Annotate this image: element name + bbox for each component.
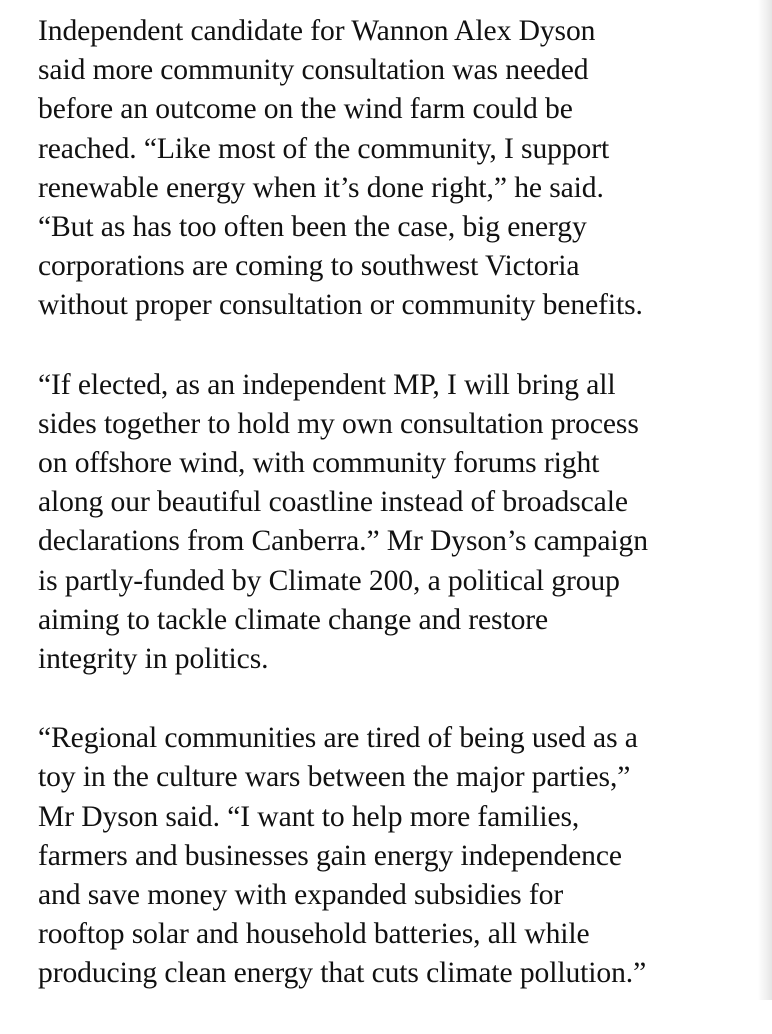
paragraph-1 xyxy=(38,12,760,326)
text-line: rooftop solar and household batteries, all while xyxy=(38,918,590,951)
text-line: farmers and businesses gain energy independence xyxy=(38,839,622,872)
text-line: said more community consultation was needed xyxy=(38,54,589,87)
paragraph-3 xyxy=(38,719,760,993)
text-line: toy in the culture wars between the major parties,” xyxy=(38,761,631,794)
text-line: aiming to tackle climate change and restore xyxy=(38,603,549,636)
article-body xyxy=(38,12,760,1034)
page-edge-shadow xyxy=(758,0,772,1000)
text-line: declarations from Canberra.” Mr Dyson’s campaign xyxy=(38,525,648,558)
text-line: “If elected, as an independent MP, I will bring all xyxy=(38,368,616,401)
text-line: reached. “Like most of the community, I support xyxy=(38,132,610,165)
text-line: before an outcome on the wind farm could be xyxy=(38,93,573,126)
paragraph-2 xyxy=(38,366,760,680)
text-line: Independent candidate for Wannon Alex Dyson xyxy=(38,15,596,47)
text-line: and save money with expanded subsidies for xyxy=(38,879,564,912)
text-line: sides together to hold my own consultation process xyxy=(38,407,639,440)
text-line: is partly-funded by Climate 200, a political group xyxy=(38,564,620,597)
text-line: corporations are coming to southwest Victoria xyxy=(38,250,580,283)
text-line: integrity in politics. xyxy=(38,643,269,676)
text-line: “Regional communities are tired of being used as a xyxy=(38,722,638,755)
text-line: producing clean energy that cuts climate pollution.” xyxy=(38,957,647,990)
text-line: Mr Dyson said. “I want to help more families, xyxy=(38,800,580,833)
text-line: “But as has too often been the case, big energy xyxy=(38,211,587,244)
text-line: along our beautiful coastline instead of broadscale xyxy=(38,486,628,519)
text-line: without proper consultation or community benefits. xyxy=(38,289,643,322)
text-line: renewable energy when it’s done right,” he said. xyxy=(38,171,604,204)
text-line: on offshore wind, with community forums right xyxy=(38,447,600,480)
